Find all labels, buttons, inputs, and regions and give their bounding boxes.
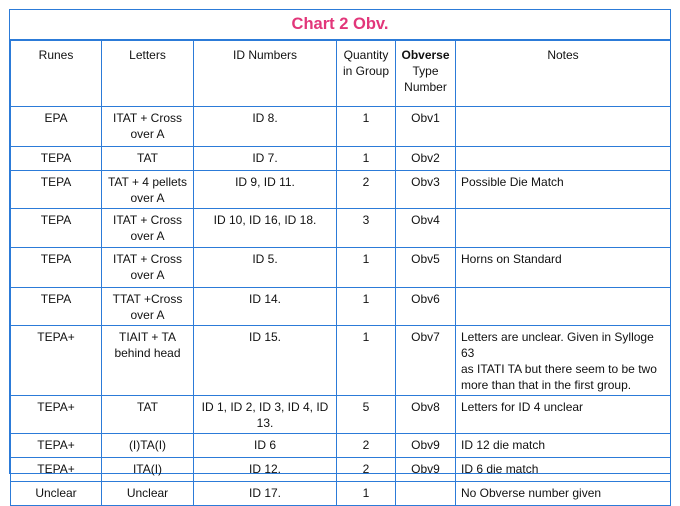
table-row (11, 107, 671, 147)
title-band (10, 10, 670, 40)
cell-notes (456, 288, 671, 326)
cell-quantity: 1 (337, 248, 396, 288)
cell-letters: TAT (102, 147, 194, 171)
cell-letters: ITAT + Cross over A (102, 209, 194, 248)
header-quantity: Quantity in Group (337, 41, 396, 107)
cell-letters: Unclear (102, 482, 194, 506)
cell-letters: (I)TA(I) (102, 434, 194, 458)
cell-notes: Horns on Standard (456, 248, 671, 288)
cell-runes: TEPA+ (11, 326, 102, 396)
cell-quantity: 2 (337, 458, 396, 482)
cell-id-numbers: ID 7. (194, 147, 337, 171)
cell-runes: TEPA+ (11, 458, 102, 482)
cell-notes: ID 12 die match (456, 434, 671, 458)
cell-obverse: Obv9 (396, 458, 456, 482)
cell-quantity: 1 (337, 482, 396, 506)
cell-id-numbers: ID 15. (194, 326, 337, 396)
header-obverse-type: Obverse Type Number (396, 41, 456, 107)
cell-notes: ID 6 die match (456, 458, 671, 482)
cell-runes: Unclear (11, 482, 102, 506)
cell-notes: Possible Die Match (456, 171, 671, 209)
chart-title: Chart 2 Obv. (291, 15, 389, 33)
table-row (11, 209, 671, 248)
header-runes: Runes (11, 41, 102, 107)
cell-obverse: Obv5 (396, 248, 456, 288)
cell-obverse: Obv4 (396, 209, 456, 248)
cell-id-numbers: ID 14. (194, 288, 337, 326)
header-notes: Notes (456, 41, 671, 107)
cell-notes: Letters are unclear. Given in Sylloge 63 as ITATI TA but there seem to be two more than that in the first group. (456, 326, 671, 396)
header-letters: Letters (102, 41, 194, 107)
cell-letters: TIAIT + TA behind head (102, 326, 194, 396)
cell-runes: TEPA (11, 288, 102, 326)
table-row (11, 288, 671, 326)
cell-letters: TAT + 4 pellets over A (102, 171, 194, 209)
obverse-table (10, 40, 671, 506)
cell-id-numbers: ID 10, ID 16, ID 18. (194, 209, 337, 248)
table-row (11, 396, 671, 434)
cell-runes: TEPA (11, 248, 102, 288)
cell-quantity: 2 (337, 434, 396, 458)
cell-obverse: Obv7 (396, 326, 456, 396)
cell-notes (456, 107, 671, 147)
table-row (11, 458, 671, 482)
cell-id-numbers: ID 17. (194, 482, 337, 506)
cell-obverse: Obv3 (396, 171, 456, 209)
header-row (11, 41, 671, 107)
cell-obverse (396, 482, 456, 506)
cell-obverse: Obv6 (396, 288, 456, 326)
cell-notes: No Obverse number given (456, 482, 671, 506)
cell-runes: TEPA (11, 209, 102, 248)
cell-quantity: 3 (337, 209, 396, 248)
table-row (11, 434, 671, 458)
cell-quantity: 2 (337, 171, 396, 209)
cell-quantity: 1 (337, 107, 396, 147)
table-row (11, 171, 671, 209)
cell-notes (456, 209, 671, 248)
cell-letters: TTAT +Cross over A (102, 288, 194, 326)
cell-id-numbers: ID 8. (194, 107, 337, 147)
table-row (11, 482, 671, 506)
cell-letters: ITA(I) (102, 458, 194, 482)
cell-quantity: 5 (337, 396, 396, 434)
cell-letters: ITAT + Cross over A (102, 248, 194, 288)
cell-obverse: Obv2 (396, 147, 456, 171)
table-row (11, 326, 671, 396)
cell-notes: Letters for ID 4 unclear (456, 396, 671, 434)
cell-obverse: Obv1 (396, 107, 456, 147)
cell-runes: EPA (11, 107, 102, 147)
table-row (11, 248, 671, 288)
cell-obverse: Obv8 (396, 396, 456, 434)
cell-id-numbers: ID 5. (194, 248, 337, 288)
cell-notes (456, 147, 671, 171)
table-row (11, 147, 671, 171)
cell-id-numbers: ID 1, ID 2, ID 3, ID 4, ID 13. (194, 396, 337, 434)
cell-quantity: 1 (337, 147, 396, 171)
cell-runes: TEPA (11, 171, 102, 209)
cell-runes: TEPA+ (11, 396, 102, 434)
header-id-numbers: ID Numbers (194, 41, 337, 107)
cell-quantity: 1 (337, 326, 396, 396)
cell-letters: TAT (102, 396, 194, 434)
cell-runes: TEPA+ (11, 434, 102, 458)
cell-id-numbers: ID 6 (194, 434, 337, 458)
cell-runes: TEPA (11, 147, 102, 171)
cell-quantity: 1 (337, 288, 396, 326)
cell-letters: ITAT + Cross over A (102, 107, 194, 147)
chart-frame (9, 9, 671, 500)
cell-obverse: Obv9 (396, 434, 456, 458)
cell-id-numbers: ID 12. (194, 458, 337, 482)
cell-id-numbers: ID 9, ID 11. (194, 171, 337, 209)
